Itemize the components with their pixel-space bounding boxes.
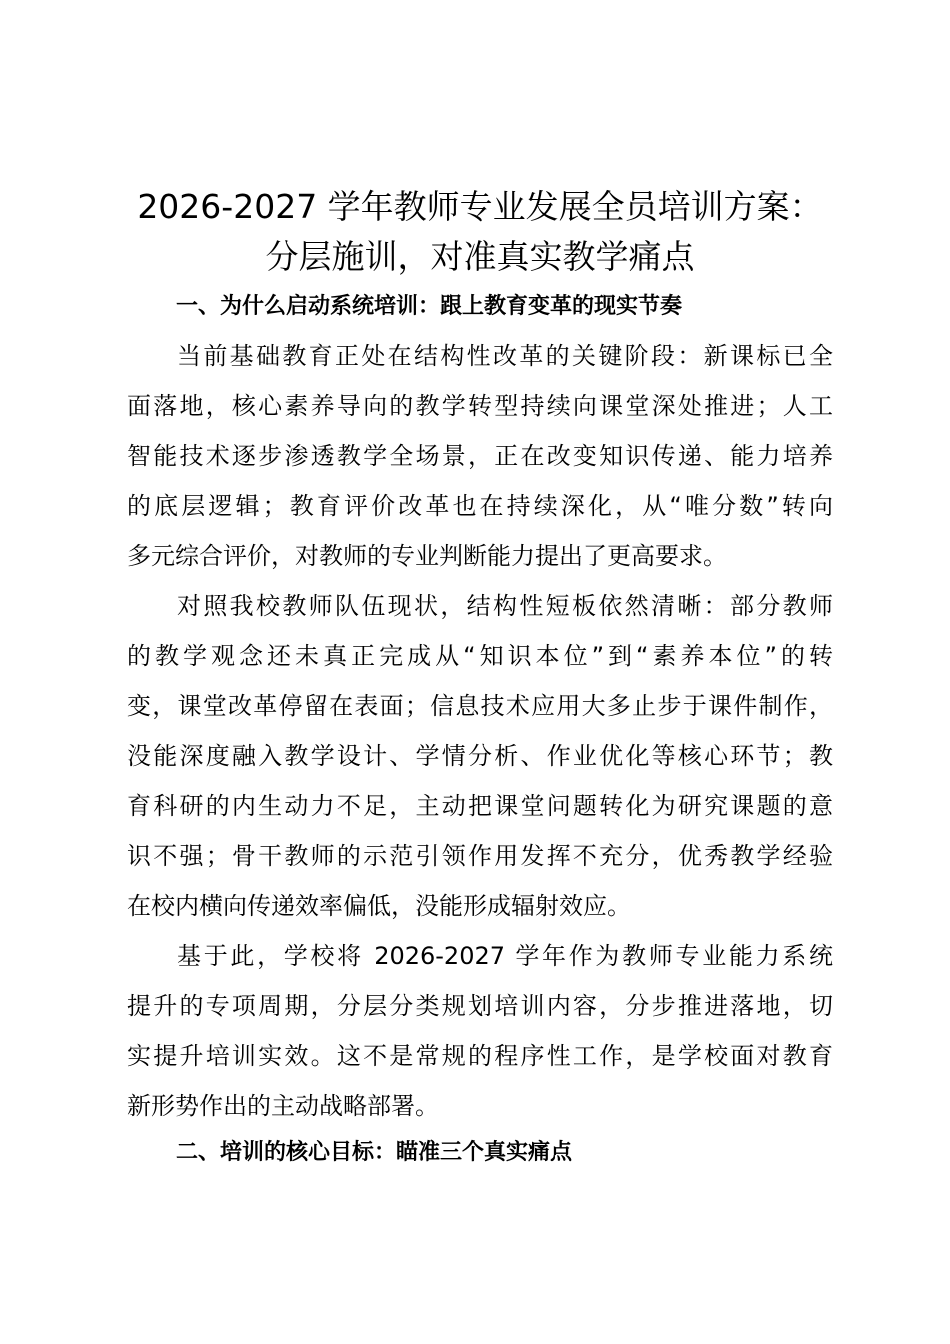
document-title-line-1: 2026-2027 学年教师专业发展全员培训方案：: [137, 187, 823, 226]
paragraph-2-line: 的教学观念还未真正完成从“知识本位”到“素养本位”的转: [127, 642, 833, 670]
paragraph-3-line: 提升的专项周期，分层分类规划培训内容，分步推进落地，切: [127, 992, 833, 1020]
paragraph-1-line: 面落地，核心素养导向的教学转型持续向课堂深处推进；人工: [127, 392, 833, 420]
paragraph-3-line: 实提升培训实效。这不是常规的程序性工作，是学校面对教育: [127, 1042, 833, 1070]
paragraph-3-line: 新形势作出的主动战略部署。: [127, 1092, 439, 1120]
paragraph-1-line: 智能技术逐步渗透教学全场景，正在改变知识传递、能力培养: [127, 442, 833, 470]
paragraph-2-line: 育科研的内生动力不足，主动把课堂问题转化为研究课题的意: [127, 792, 833, 820]
paragraph-1-line: 当前基础教育正处在结构性改革的关键阶段：新课标已全: [177, 342, 833, 370]
paragraph-2-line: 变，课堂改革停留在表面；信息技术应用大多止步于课件制作，: [127, 692, 833, 720]
paragraph-3-line: 基于此，学校将 2026-2027 学年作为教师专业能力系统: [177, 942, 833, 970]
paragraph-1-line: 多元综合评价，对教师的专业判断能力提出了更高要求。: [127, 542, 727, 570]
section-1-heading: 一、为什么启动系统培训：跟上教育变革的现实节奏: [176, 294, 683, 319]
section-2-heading: 二、培训的核心目标：瞄准三个真实痛点: [176, 1140, 573, 1165]
paragraph-2-line: 对照我校教师队伍现状，结构性短板依然清晰：部分教师: [177, 592, 833, 620]
paragraph-1-line: 的底层逻辑；教育评价改革也在持续深化，从“唯分数”转向: [127, 492, 833, 520]
paragraph-2-line: 没能深度融入教学设计、学情分析、作业优化等核心环节；教: [127, 742, 833, 770]
paragraph-2-line: 识不强；骨干教师的示范引领作用发挥不充分，优秀教学经验: [127, 842, 833, 870]
paragraph-2-line: 在校内横向传递效率偏低，没能形成辐射效应。: [127, 892, 631, 920]
document-title-line-2: 分层施训，对准真实教学痛点: [265, 237, 695, 276]
